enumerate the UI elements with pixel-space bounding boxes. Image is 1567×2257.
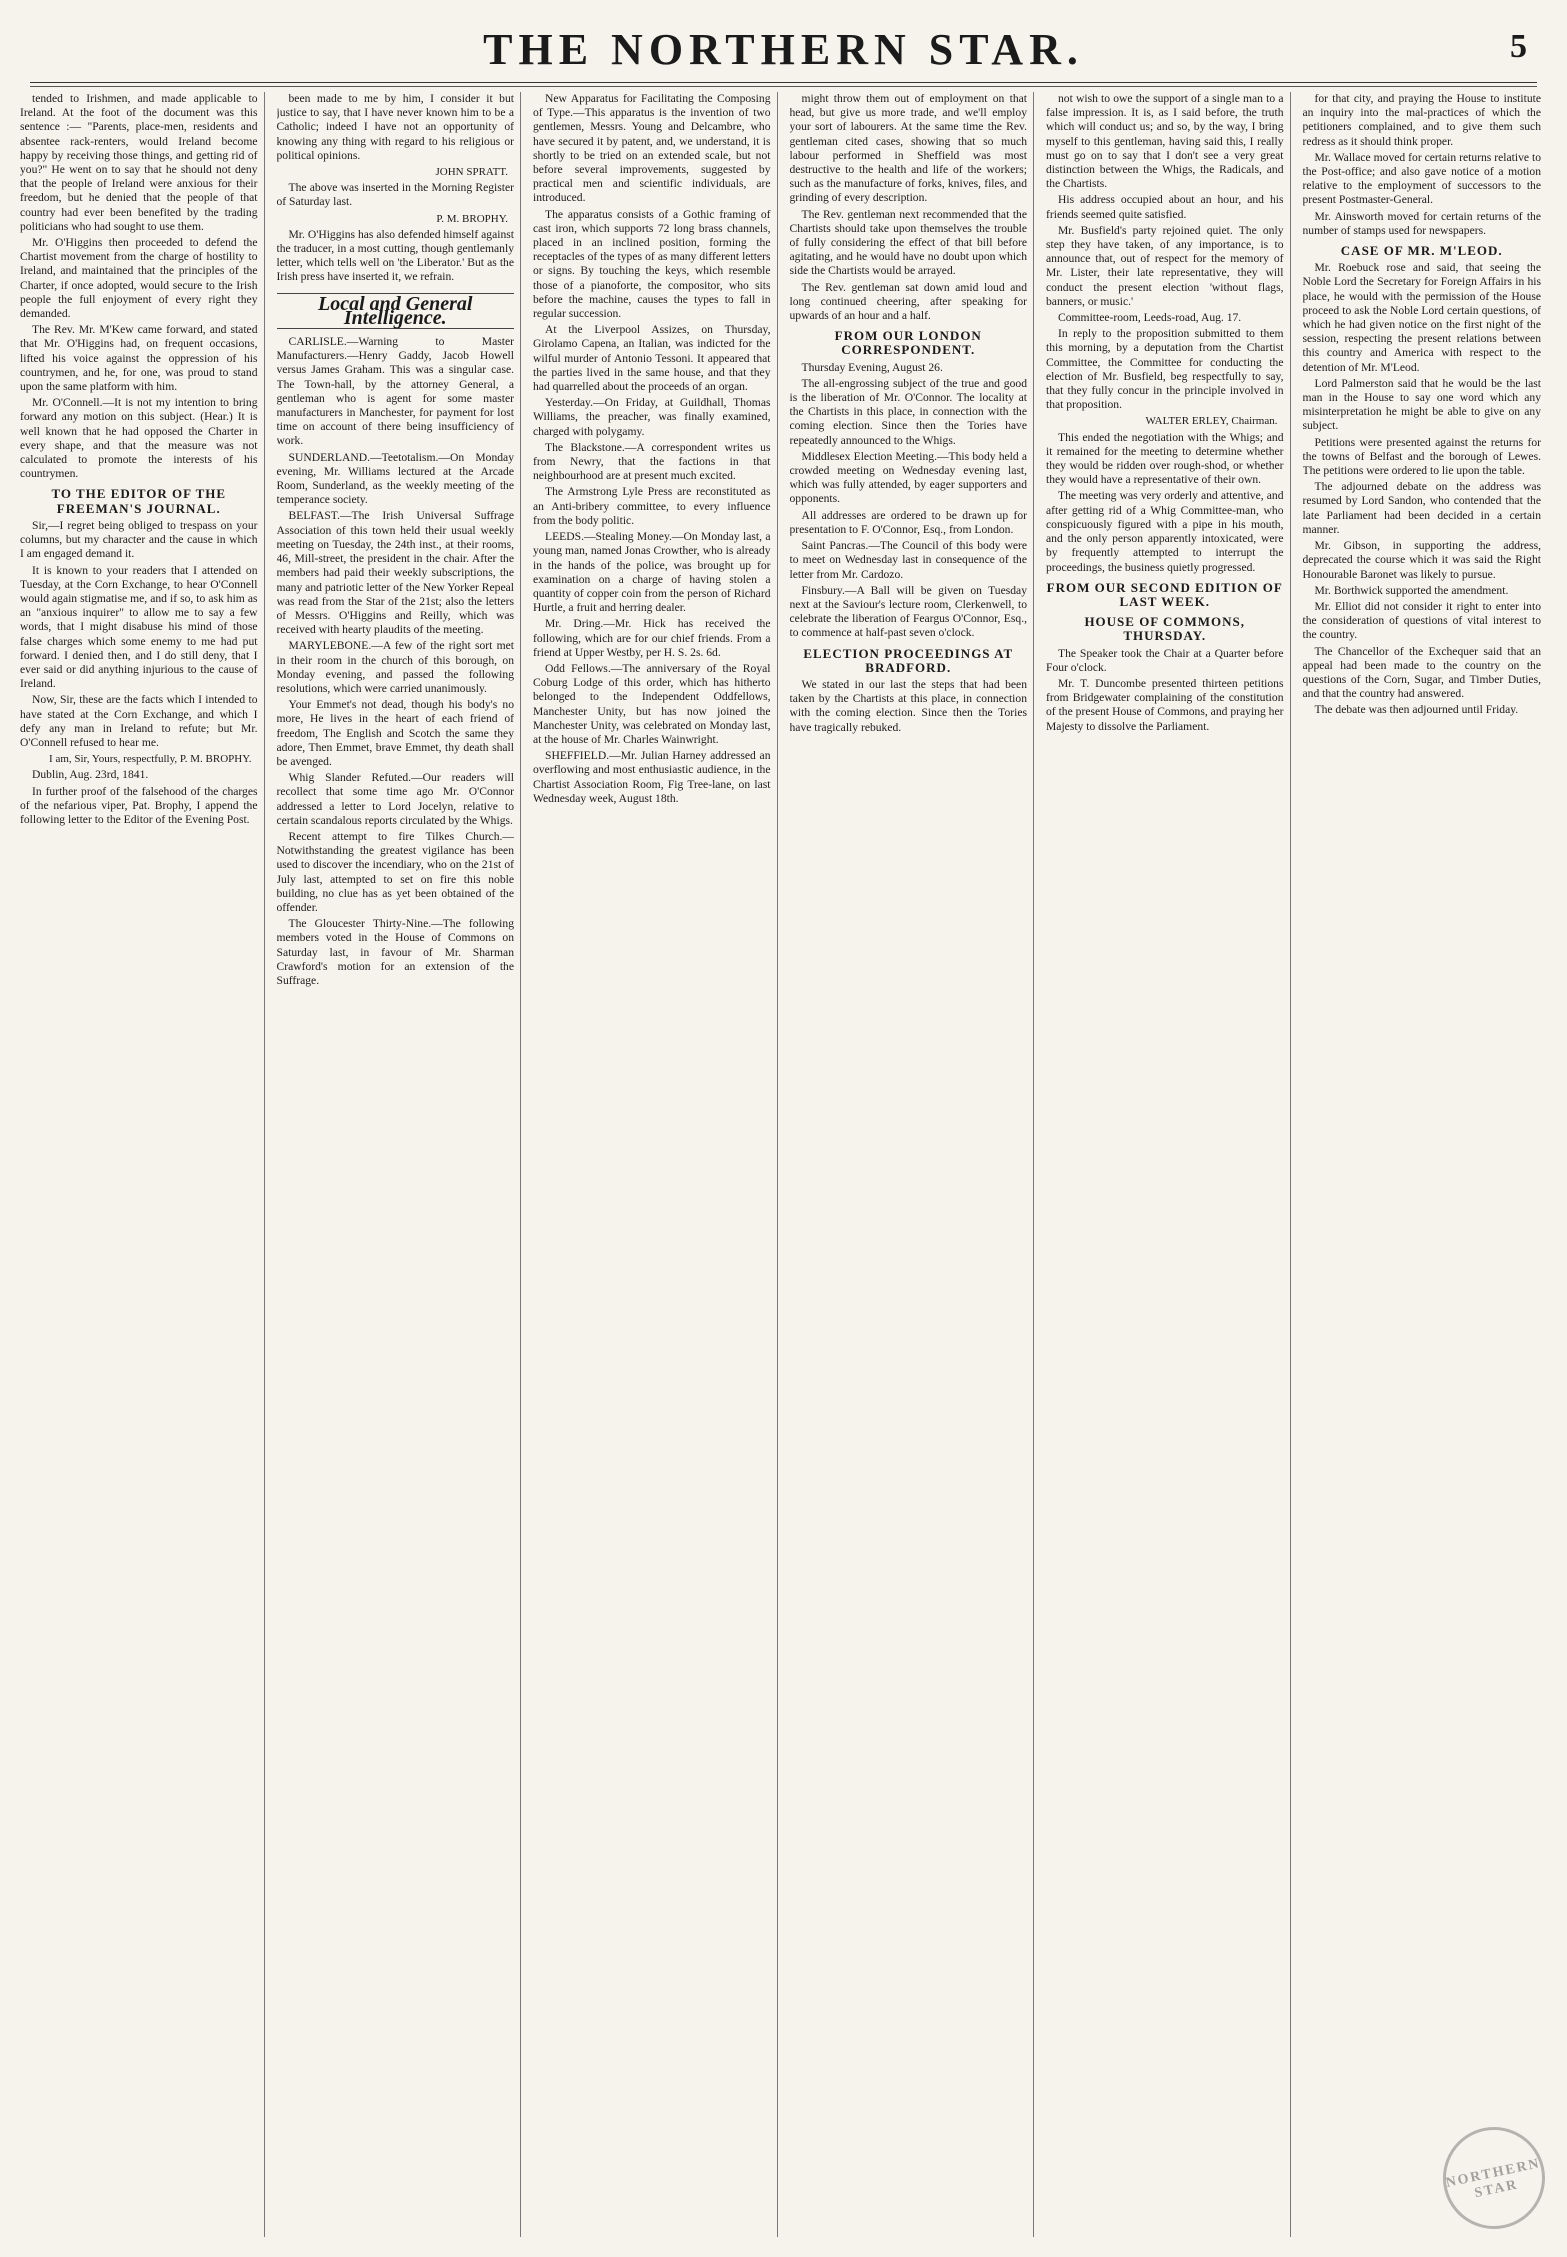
paragraph: not wish to owe the support of a single man to a false impression. It is, as I said before, the truth which will conduct us; and so, by the way, I bring myself to this gentleman, having said this, I really must go on to say that I don't see a very great distinction between the Whigs, the Radicals, and the Chartists. xyxy=(1046,92,1284,191)
page-number: 5 xyxy=(1510,28,1527,65)
article-columns xyxy=(20,92,1547,2237)
paragraph: Now, Sir, these are the facts which I intended to have stated at the Corn Exchange, and which I defy any man in Ireland to refute; but Mr. O'Connell refused to hear me. xyxy=(20,693,258,749)
paragraph: The Armstrong Lyle Press are reconstituted as an Anti-bribery committee, to every influence from the body politic. xyxy=(533,485,771,527)
signature: P. M. BROPHY. xyxy=(436,212,508,225)
paragraph: Mr. Busfield's party rejoined quiet. The only step they have taken, of any importance, is to announce that, out of respect for the memory of Mr. Lister, their late representative, they will conduct the present election 'without flags, banners, or music.' xyxy=(1046,223,1284,308)
paragraph: The Chancellor of the Exchequer said that an appeal had been made to the country on the questions of the Corn, Sugar, and Timber Duties, and that the country had answered. xyxy=(1302,644,1541,701)
article-heading: TO THE EDITOR OF THE FREEMAN'S JOURNAL. xyxy=(51,486,227,516)
paragraph: His address occupied about an hour, and his friends seemed quite satisfied. xyxy=(1046,193,1284,221)
paragraph: The Gloucester Thirty-Nine.—The following members voted in the House of Commons on Saturday last, in favour of Mr. Sharman Crawford's motion for an extension of the Suffrage. xyxy=(276,917,514,987)
masthead xyxy=(30,18,1537,83)
article-heading: FROM OUR LONDON CORRESPONDENT. xyxy=(834,328,982,358)
paragraph: MARYLEBONE.—A few of the right sort met in their room in the church of this borough, on Monday evening, and passed the following resolutions, which were carried unanimously. xyxy=(276,639,514,695)
paragraph: We stated in our last the steps that had been taken by the Chartists at this place, in connection with the coming election. Since then the Tories have tragically rebuked. xyxy=(789,677,1027,734)
paragraph: Committee-room, Leeds-road, Aug. 17. xyxy=(1058,311,1242,325)
article-heading: CASE OF MR. M'LEOD. xyxy=(1340,243,1503,259)
paragraph: Mr. Wallace moved for certain returns relative to the Post-office; and also gave notice of a motion relative to the employment of successors to the present Postmaster-General. xyxy=(1302,150,1541,207)
paragraph: The apparatus consists of a Gothic framing of cast iron, which supports 72 long brass channels, placed in an inclined position, forming the receptacles of the types of as many different letters or signs. By touching the keys, which resemble those of a pianoforte, the compositor, who sits before the machine, causes the types to fall in regular succession. xyxy=(533,207,771,321)
paragraph: The debate was then adjourned until Friday. xyxy=(1314,703,1519,717)
paragraph: for that city, and praying the House to institute an inquiry into the mal-practices of which the petitioners complained, and to give them such redress as it should think proper. xyxy=(1302,92,1541,148)
paragraph: tended to Irishmen, and made applicable to Ireland. At the foot of the document was this sentence :— "Parents, place-men, residents and absentee rack-renters, would Ireland become happy by receiving those things, and getting rid of you?" He went on to say that he should not deny that the people of Ireland were anxious for their freedom, but he denied that the people of that country had ever been benefited by the trading politicians who had sought to use them. xyxy=(20,92,258,233)
paragraph: Yesterday.—On Friday, at Guildhall, Thomas Williams, the preacher, was finally examined, charged with polygamy. xyxy=(533,396,771,438)
paragraph: The above was inserted in the Morning Register of Saturday last. xyxy=(276,181,514,209)
column-4 xyxy=(790,92,1035,2237)
paragraph: Dublin, Aug. 23rd, 1841. xyxy=(32,768,149,782)
paragraph: might throw them out of employment on that head, but give us more trade, and we'll employ your sort of labourers. At the same time the Rev. gentleman cited cases, showing that so much labour performed in Sheffield was most destructive to the health and life of the workers; such as the manufacture of forks, knives, files, and grinding of every description. xyxy=(789,92,1027,205)
paragraph: Whig Slander Refuted.—Our readers will recollect that some time ago Mr. O'Connor addressed a letter to Lord Jocelyn, relative to certain scandalous reports circulated by the Whigs. xyxy=(276,771,514,827)
paragraph: been made to me by him, I consider it but justice to say, that I have never known him to be a Catholic; indeed I have not an opportunity of knowing any thing with regard to his religious or political opinions. xyxy=(276,92,514,162)
paragraph: The Rev. Mr. M'Kew came forward, and stated that Mr. O'Higgins had, on frequent occasions, lifted his voice against the oppression of his countrymen, and he, for one, was proud to stand upon the same platform with him. xyxy=(20,323,258,394)
paragraph: Sir,—I regret being obliged to trespass on your columns, but my character and the cause in which I am engaged demand it. xyxy=(20,518,258,561)
article-heading: ELECTION PROCEEDINGS AT BRADFORD. xyxy=(803,645,1014,675)
paragraph: The Rev. gentleman next recommended that the Chartists should take upon themselves the trouble of fully considering the effect of that bill before agitating, and he would have no doubt upon which side the Chartists would be arrayed. xyxy=(789,207,1027,278)
section-heading: Local and General Intelligence. xyxy=(277,293,515,329)
paragraph: Petitions were presented against the returns for the towns of Belfast and the borough of Lewes. The petitions were ordered to lie upon the table. xyxy=(1302,435,1541,478)
paragraph: It is known to your readers that I attended on Tuesday, at the Corn Exchange, to hear O'Connell would again stigmatise me, and if so, to ask him as an "anxious inquirer" to allow me to say a few words, that I might disabuse his mind of those false charges which some enemy to me had put forward. I denied then, and I do still deny, that I ever said or did anything injurious to the cause of Ireland. xyxy=(20,563,258,691)
paragraph: Mr. Dring.—Mr. Hick has received the following, which are for our chief friends. From a friend at Upper Westby, per H. S. 2s. 6d. xyxy=(533,617,771,659)
paragraph: SHEFFIELD.—Mr. Julian Harney addressed an overflowing and most enthusiastic audience, in the Chartist Association Room, Fig Tree-lane, on last Wednesday week, August 18th. xyxy=(533,749,771,805)
article-heading: HOUSE OF COMMONS, THURSDAY. xyxy=(1084,614,1246,644)
column-6 xyxy=(1303,92,1548,2237)
paragraph: Your Emmet's not dead, though his body's no more, He lives in the heart of each friend of freedom, The English and Scotch the same they adore, Then Emmet, brave Emmet, thy death shall be avenged. xyxy=(276,698,514,768)
paragraph: Mr. Elliot did not consider it right to enter into the consideration of questions of vital interest to the country. xyxy=(1302,599,1541,642)
paragraph: At the Liverpool Assizes, on Thursday, Girolamo Capena, an Italian, was indicted for the wilful murder of Antonio Tessoni. It appeared that the parties lived in the same house, and that they had quarrelled about the proceeds of an organ. xyxy=(533,323,771,394)
column-2 xyxy=(277,92,522,2237)
stamp-text: NORTHERN STAR xyxy=(1444,2156,1542,2202)
paragraph: Mr. Gibson, in supporting the address, deprecated the course which it was said the Right Honourable Baronet was likely to pursue. xyxy=(1302,539,1541,581)
paragraph: The adjourned debate on the address was resumed by Lord Sandon, who contended that the late Parliament had been decided in a certain manner. xyxy=(1302,480,1541,536)
paragraph: The Rev. gentleman sat down amid loud and long continued cheering, after speaking for upwards of an hour and a half. xyxy=(789,280,1027,323)
column-1 xyxy=(20,92,265,2237)
paragraph: Mr. O'Higgins has also defended himself against the traducer, in a most cutting, though gentlemanly letter, which tells well on 'the Liberator.' But as the Irish press have inserted it, we refrain. xyxy=(276,227,514,284)
paragraph: Mr. T. Duncombe presented thirteen petitions from Bridgewater complaining of the constitution of the present House of Commons, and praying her Majesty to dissolve the Parliament. xyxy=(1046,676,1284,733)
paragraph: LEEDS.—Stealing Money.—On Monday last, a young man, named Jonas Crowther, who is already in the hands of the police, was brought up for examination on a charge of having stolen a quantity of copper coin from the person of Richard Hurtle, a fruit and herring dealer. xyxy=(533,530,771,615)
paragraph: New Apparatus for Facilitating the Composing of Type.—This apparatus is the invention of two gentlemen, Messrs. Young and Delcambre, who have secured it by patent, and, we understand, it is shortly to be tried on an extended scale, but not before several improvements, suggested by practical men and scientific individuals, are introduced. xyxy=(533,92,771,205)
paragraph: SUNDERLAND.—Teetotalism.—On Monday evening, Mr. Williams lectured at the Arcade Room, Sunderland, as the weekly meeting of the temperance society. xyxy=(276,450,514,507)
paragraph: Finsbury.—A Ball will be given on Tuesday next at the Saviour's lecture room, Clerkenwell, to celebrate the liberation of Feargus O'Connor, Esq., to commence at half-past seven o'clock. xyxy=(789,583,1027,640)
paragraph: Mr. O'Connell.—It is not my intention to bring forward any motion on this subject. (Hear.) It is well known that he had opposed the Charter in every shape, and that the measure was not calculated to promote the interests of his countrymen. xyxy=(20,396,258,481)
signature: WALTER ERLEY, Chairman. xyxy=(1145,415,1278,428)
column-3 xyxy=(533,92,778,2237)
paragraph: Mr. Ainsworth moved for certain returns of the number of stamps used for newspapers. xyxy=(1302,209,1541,237)
masthead-rule xyxy=(30,86,1537,87)
paragraph: Mr. Roebuck rose and said, that seeing the Noble Lord the Secretary for Foreign Affairs in his place, he would with the permission of the House proceed to ask the Noble Lord certain questions, of which he had given notice on the first night of the session, respecting the present relations between this country and America with respect to the detention of Mr. M'Leod. xyxy=(1302,261,1541,374)
article-heading: FROM OUR SECOND EDITION OF LAST WEEK. xyxy=(1046,579,1283,609)
column-5 xyxy=(1046,92,1291,2237)
signature: JOHN SPRATT. xyxy=(435,166,508,179)
paragraph: Lord Palmerston said that he would be the last man in the House to say one word which any misinterpretation he might be able to give on any subject. xyxy=(1302,376,1541,433)
signature: I am, Sir, Yours, respectfully, P. M. BROPHY. xyxy=(49,753,252,766)
paragraph: Middlesex Election Meeting.—This body held a crowded meeting on Wednesday evening last, which was fully attended, by eager supporters and opponents. xyxy=(789,449,1027,506)
paragraph: In further proof of the falsehood of the charges of the nefarious viper, Pat. Brophy, I append the following letter to the Editor of the Evening Post. xyxy=(20,784,258,826)
paragraph: Mr. Borthwick supported the amendment. xyxy=(1314,583,1509,597)
paragraph: Thursday Evening, August 26. xyxy=(801,360,943,374)
paragraph: This ended the negotiation with the Whigs; and it remained for the meeting to determine whether they would be ridden over rough-shod, or whether they would have a representative of their own. xyxy=(1046,430,1284,487)
paragraph: CARLISLE.—Warning to Master Manufacturers.—Henry Gaddy, Jacob Howell versus James Graham. This was a singular case. The Town-hall, by the attorney General, a gentleman who is agent for some master manufacturers in Manchester, for payment for lost time on account of there being insufficiency of work. xyxy=(276,335,514,448)
paragraph: The Blackstone.—A correspondent writes us from Newry, that the factions in that neighbourhood are at present much excited. xyxy=(533,440,771,483)
paragraph: All addresses are ordered to be drawn up for presentation to F. O'Connor, Esq., from London. xyxy=(789,508,1027,536)
newspaper-title: THE NORTHERN STAR. xyxy=(483,25,1084,74)
paragraph: In reply to the proposition submitted to them this morning, by a deputation from the Chartist Committee, the Committee for conducting the election of Mr. Busfield, beg respectfully to say, that they fully concur in the principle involved in that proposition. xyxy=(1046,327,1284,412)
paragraph: Odd Fellows.—The anniversary of the Royal Coburg Lodge of this order, which has hitherto belonged to the Independent Oddfellows, Manchester Unity, but has now joined the Manchester Unity, was celebrated on Monday last, at the house of Mr. Charles Wainwright. xyxy=(533,661,771,746)
paragraph: The all-engrossing subject of the true and good is the liberation of Mr. O'Connor. The locality at the Chartists in this place, in connection with the coming election. Since then the Tories have repeatedly announced to the Whigs. xyxy=(789,376,1027,447)
paragraph: Mr. O'Higgins then proceeded to defend the Chartist movement from the charge of hostility to Ireland, and maintained that the principles of the Charter, if once adopted, would secure to the Irish people the full enjoyment of every right they demanded. xyxy=(20,236,258,321)
paragraph: BELFAST.—The Irish Universal Suffrage Association of this town held their usual weekly meeting on Tuesday, the 24th inst., at their rooms, 46, Mill-street, the president in the chair. After the members had paid their weekly subscriptions, the many and patriotic letter of the New Yorker Repeal was read from the Star of the 21st; also the letters of Messrs. O'Higgins and Reilly, which was received with hearty plaudits of the meeting. xyxy=(276,509,514,637)
paragraph: The Speaker took the Chair at a Quarter before Four o'clock. xyxy=(1046,646,1284,674)
paragraph: Saint Pancras.—The Council of this body were to meet on Wednesday last in consequence of the letter from Mr. Cardozo. xyxy=(789,539,1027,581)
paragraph: Recent attempt to fire Tilkes Church.—Notwithstanding the greatest vigilance has been used to discover the incendiary, who on the 21st of July last, attempted to set on fire this noble building, no clue has as yet been obtained of the offender. xyxy=(276,829,514,914)
paragraph: The meeting was very orderly and attentive, and after getting rid of a Whig Committee-man, who conspicuously figured with a pipe in his mouth, and the only person apparently intoxicated, were by frequently attempted to interrupt the proceedings, the business quietly progressed. xyxy=(1046,489,1284,574)
